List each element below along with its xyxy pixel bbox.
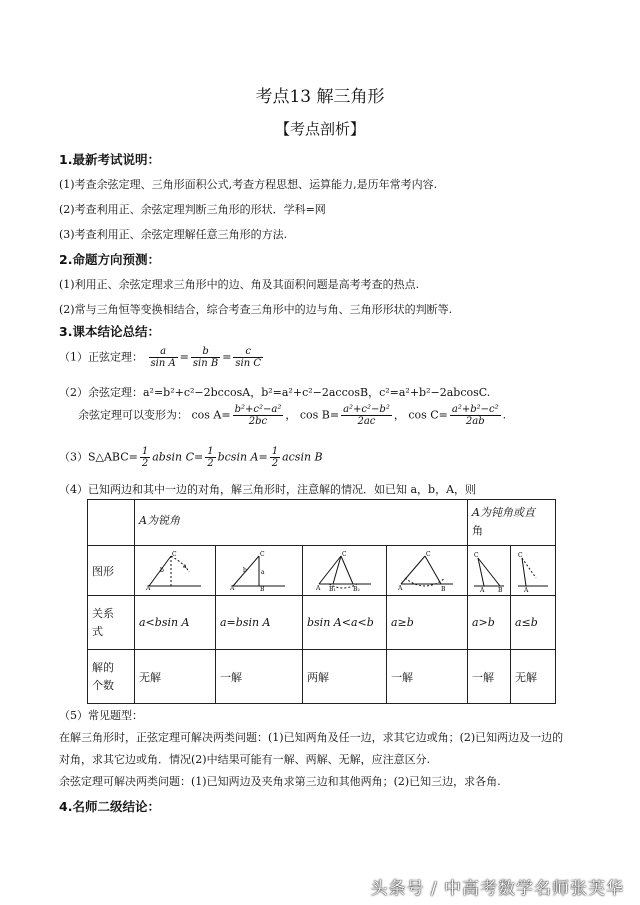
svg-text:a: a <box>261 568 265 576</box>
svg-text:C: C <box>426 550 431 558</box>
sine-law: （1）正弦定理： $\frac{a}{\text{sin A}}$ = $\frac{b}{\text{sin B}}$ = $\frac{c}{\text{sin C}}$ <box>59 346 262 369</box>
relation-cell: a>b <box>468 596 511 650</box>
svg-text:B: B <box>260 585 265 592</box>
page-subtitle: 【考点剖析】 <box>274 120 365 138</box>
section-3-heading: 3.课本结论总结： <box>59 324 160 339</box>
count-cell: 一解 <box>387 650 468 704</box>
acute-header: A为锐角 <box>135 500 468 546</box>
figure-cell <box>303 546 387 596</box>
count-cell: 无解 <box>511 650 556 704</box>
svg-text:b: b <box>243 566 247 574</box>
cosine-law: （2）余弦定理：a²=b²+c²−2bccosA，b²=a²+c²−2accosB，c²=a²+b²−2abcosC. <box>59 386 491 399</box>
count-cell: 一解 <box>216 650 303 704</box>
count-cell: 无解 <box>135 650 216 704</box>
section-2-heading: 2.命题方向预测： <box>59 252 160 267</box>
relation-cell: bsin A<a<b <box>303 596 387 650</box>
relation-cell: a≤b <box>511 596 556 650</box>
sine-law-label: （1）正弦定理： <box>59 350 143 364</box>
section-1-item: (3)考查利用正、余弦定理解任意三角形的方法. <box>59 228 288 241</box>
cosine-fraction: $\frac{\text{a²+b²−c²}}{2ab}$ <box>451 404 499 427</box>
svg-text:A: A <box>524 586 529 592</box>
section-2-item: (2)常与三角恒等变换相结合，综合考查三角形中的边与角、三角形形状的判断等. <box>59 303 453 316</box>
common-types-line: 余弦定理可解决两类问题：(1)已知两边及夹角求第三边和其他两角；(2)已知三边，求各角. <box>59 775 501 788</box>
relation-cell: a<bsin A <box>135 596 216 650</box>
svg-text:A: A <box>230 584 235 592</box>
table-row <box>88 500 556 546</box>
sine-fraction: $\frac{c}{\text{sin C}}$ <box>235 346 262 369</box>
svg-text:A: A <box>398 584 403 592</box>
table-row <box>88 650 556 704</box>
relation-cell: a≥b <box>387 596 468 650</box>
triangle-figure-no-solution <box>145 550 205 592</box>
section-1-item: (1)考查余弦定理、三角形面积公式,考查方程思想、运算能力,是历年常考内容. <box>59 178 438 191</box>
table-row <box>88 596 556 650</box>
section-1-heading: 1.最新考试说明： <box>59 152 160 167</box>
row-label: 关系 式 <box>88 596 135 650</box>
svg-text:B₁: B₁ <box>328 585 336 592</box>
svg-text:C: C <box>518 551 523 559</box>
triangle-figure-obtuse-one <box>472 550 506 592</box>
solution-cases-table <box>87 499 556 704</box>
sine-fraction: $\frac{b}{\text{sin B}}$ <box>192 346 219 369</box>
svg-text:C: C <box>172 550 177 558</box>
svg-text:C: C <box>341 550 347 558</box>
triangle-figure-one-solution-large <box>397 550 457 592</box>
row-label: 图形 <box>88 546 135 596</box>
cosine-variants: 余弦定理可以变形为： cos A= $\frac{\text{b²+c²−a²}}{2bc}$ ， cos B= $\frac{\text{a²+c²−b²}}{2ac}$ ， cos C= $\frac{\text{a²+b²−c²}}{2ab}$ . <box>78 404 507 427</box>
common-types-label: （5）常见题型： <box>59 709 143 722</box>
sine-fraction: $\frac{a}{\text{sin A}}$ <box>150 346 176 369</box>
count-cell: 一解 <box>468 650 511 704</box>
triangle-figure-two-solutions <box>315 550 375 592</box>
svg-text:B: B <box>498 586 503 592</box>
section-4-heading: 4.名师二级结论： <box>59 799 160 814</box>
svg-text:B₂: B₂ <box>352 585 360 592</box>
svg-text:A: A <box>480 586 485 592</box>
cosine-fraction: $\frac{\text{b²+c²−a²}}{2bc}$ <box>234 404 282 427</box>
table-row <box>88 546 556 596</box>
figure-cell <box>216 546 303 596</box>
row-label: 解的 个数 <box>88 650 135 704</box>
relation-cell: a=bsin A <box>216 596 303 650</box>
cosine-fraction: $\frac{\text{a²+c²−b²}}{2ac}$ <box>343 404 390 427</box>
section-2-item: (1)利用正、余弦定理求三角形中的边、角及其面积问题是高考考查的热点. <box>59 278 420 291</box>
watermark: 头条号 / 中高考数学名师张芙华 <box>370 879 624 899</box>
figure-cell <box>468 546 511 596</box>
common-types-line: 在解三角形时，正弦定理可解决两类问题：(1)已知两角及任一边，求其它边或角；(2)已知两边及一边的 <box>59 731 564 744</box>
cosine-variant-label: 余弦定理可以变形为： <box>78 408 188 422</box>
svg-text:C: C <box>260 550 265 558</box>
figure-cell <box>135 546 216 596</box>
count-cell: 两解 <box>303 650 387 704</box>
common-types-line: 对角，求其它边或角．情况(2)中结果可能有一解、两解、无解，应注意区分. <box>59 753 431 766</box>
case-intro: （4）已知两边和其中一边的对角，解三角形时，注意解的情况．如已知 a，b，A，则 <box>59 483 477 496</box>
svg-text:A: A <box>146 584 151 592</box>
section-1-item: (2)考查利用正、余弦定理判断三角形的形状．学科=网 <box>59 203 326 216</box>
obtuse-header: A为钝角或直 角 <box>468 500 556 546</box>
svg-text:B: B <box>441 585 446 592</box>
figure-cell <box>511 546 556 596</box>
svg-text:C: C <box>474 551 479 559</box>
triangle-figure-obtuse-none <box>516 550 550 592</box>
figure-cell <box>387 546 468 596</box>
svg-text:b: b <box>160 566 164 574</box>
table-cell <box>88 500 135 546</box>
triangle-figure-one-solution <box>229 550 289 592</box>
svg-text:A: A <box>315 584 320 592</box>
page-title: 考点13 解三角形 <box>255 87 385 107</box>
svg-text:a: a <box>183 562 187 570</box>
area-formula: （3）S△ABC= $\frac{1}{2}$ absin C= $\frac{1}{2}$ bcsin A= $\frac{1}{2}$ acsin B <box>59 446 323 469</box>
